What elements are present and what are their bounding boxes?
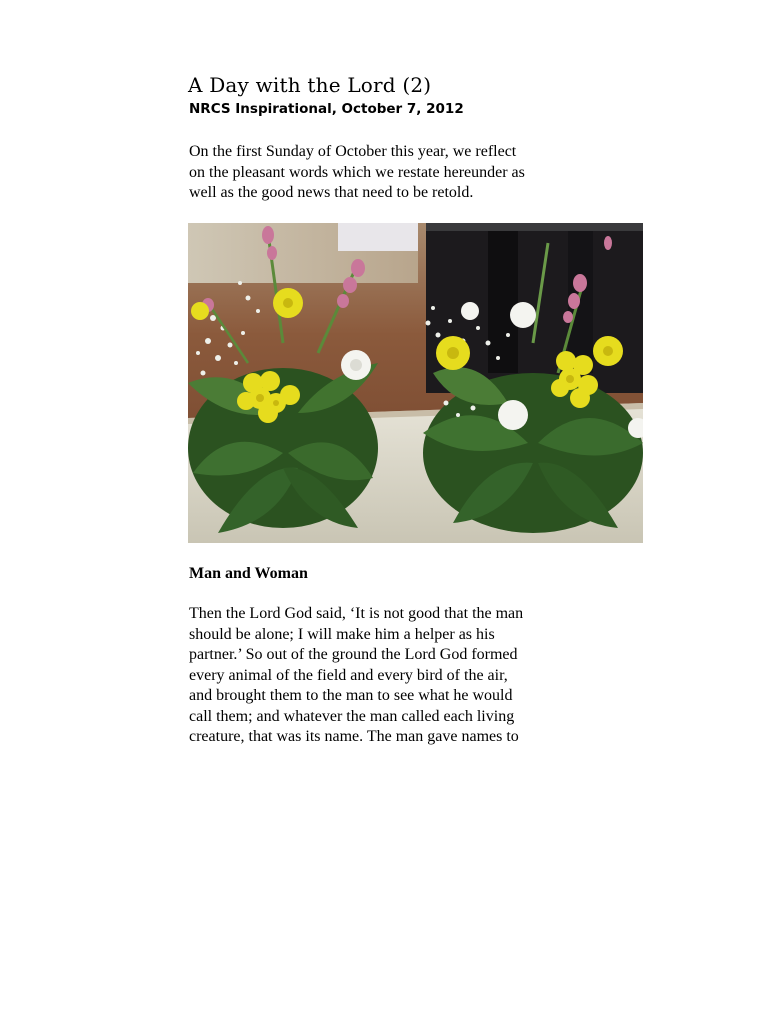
section-heading: Man and Woman [189, 565, 308, 582]
intro-paragraph: On the first Sunday of October this year, we reflect on the pleasant words which we restate hereunder as well as the good news that need to be retold. [189, 143, 525, 201]
screen-glow [338, 223, 418, 251]
flower-arrangement-photo [188, 223, 643, 543]
document-title: A Day with the Lord (2) [188, 73, 432, 97]
section-body-paragraph: Then the Lord God said, ‘It is not good that the man should be alone; I will make him a helper as his partner.’ So out of the ground the Lord God formed every animal of the field and every bird of the air, and brought them to the man to see what he would call them; and whatever the man called each living creature, that was its name. The man gave names to [189, 605, 524, 745]
document-subtitle: NRCS Inspirational, October 7, 2012 [189, 101, 464, 117]
